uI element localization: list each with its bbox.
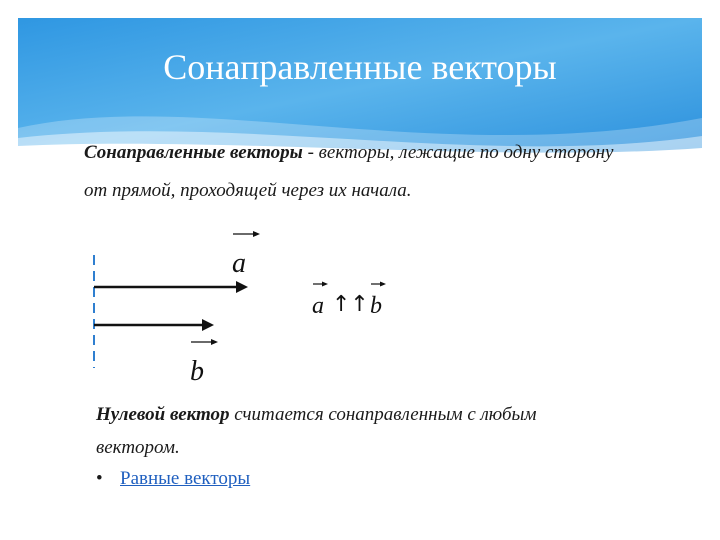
vector-b-label: b xyxy=(190,356,204,387)
vector-b-overline-head xyxy=(211,339,218,345)
note-text: считается сонаправленным с любым вектором. xyxy=(96,404,537,458)
list-item xyxy=(96,462,250,495)
page-title: Сонаправленные векторы xyxy=(163,47,557,87)
note-term: Нулевой вектор xyxy=(96,404,230,425)
bullet-marker: • xyxy=(96,468,103,489)
notation-a: a xyxy=(312,293,324,319)
vector-b-arrowhead xyxy=(202,319,214,331)
codirected-symbol: ↑↑ xyxy=(332,292,369,317)
notation-b-overline-head xyxy=(380,282,386,287)
equal-vectors-link[interactable]: Равные векторы xyxy=(120,468,251,489)
vector-a-arrowhead xyxy=(236,281,248,293)
definition-term: Сонаправленные векторы xyxy=(84,142,303,163)
notation-a-overline-head xyxy=(322,282,328,287)
definition-text: - векторы, лежащие по одну сторону от прямой, проходящей через их начала. xyxy=(84,142,614,201)
vector-a-overline-head xyxy=(253,231,260,237)
vector-a-label: a xyxy=(232,248,246,279)
zero-vector-note xyxy=(96,398,616,464)
notation-b: b xyxy=(370,293,382,319)
